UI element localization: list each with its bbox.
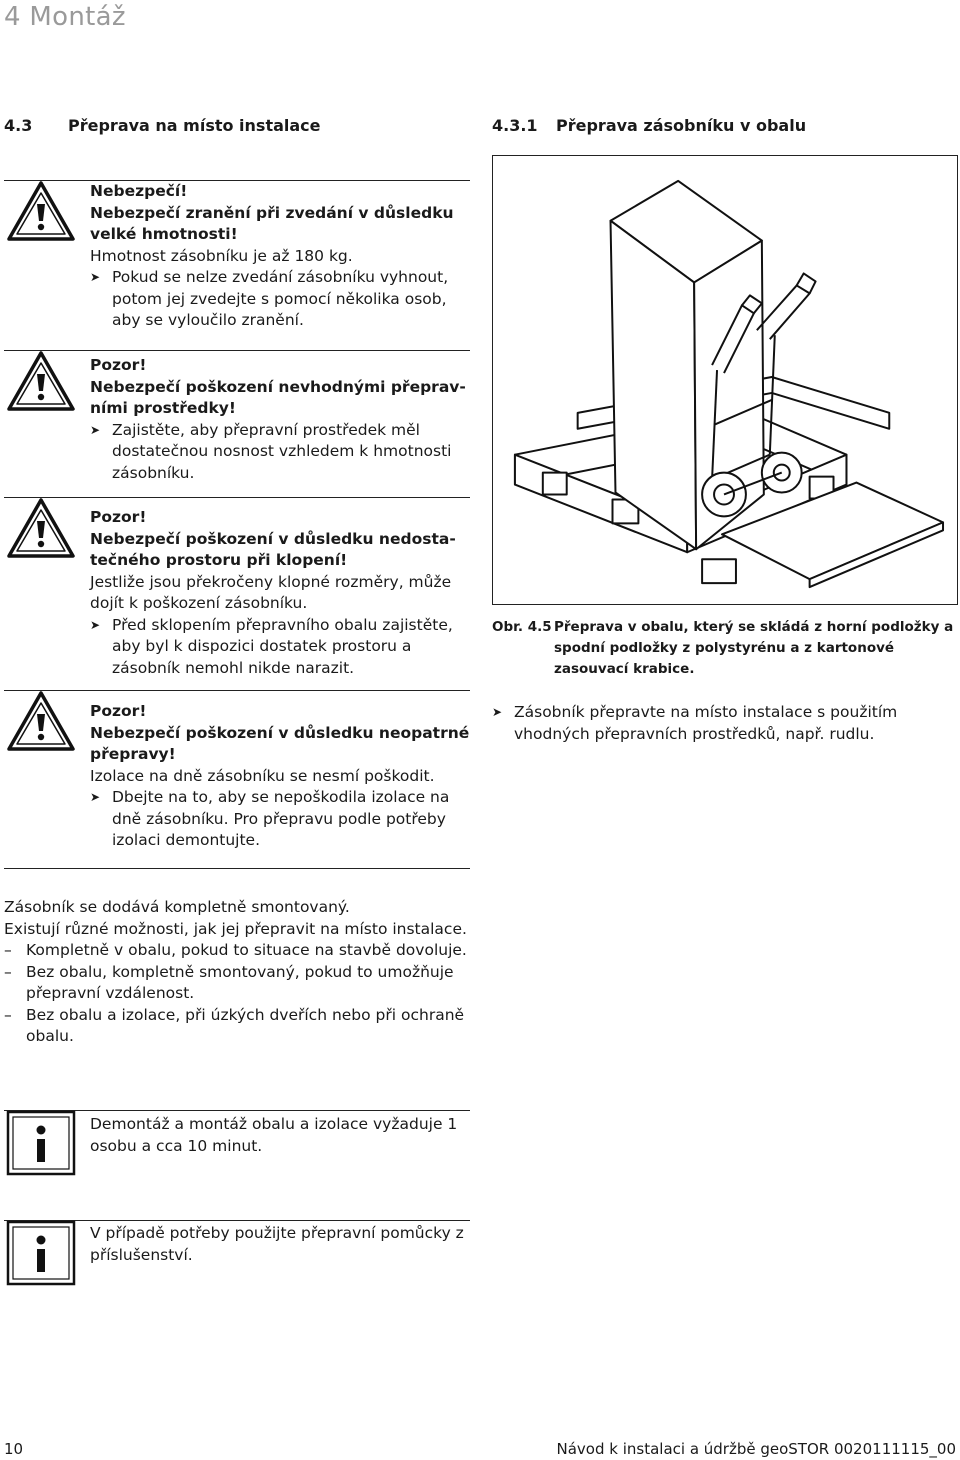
- divider: [4, 868, 470, 869]
- list-item: – Bez obalu, kompletně smontovaný, pokud to umožňuje přepravní vzdálenost.: [4, 962, 454, 1002]
- caution-note-tilting: Pozor! Nebezpečí poškození v důsledku nedostatečného prostoru při klopení! Jestliže jsou překročeny klopné rozměry, může dojít k poškození zásobníku. ➤ Před sklopením přepravního obalu zajistěte, aby byl k dispozici dostatek prostoru a zásobník nemohl nikde narazit.: [90, 507, 470, 679]
- arrow-icon: ➤: [90, 422, 101, 437]
- caution-note-careless-transport: Pozor! Nebezpečí poškození v důsledku neopatrné přepravy! Izolace na dně zásobníku se nesmí poškodit. ➤ Dbejte na to, aby se nepoškodila izolace na dně zásobníku. Pro přepravu podle potřeby izolaci demontujte.: [90, 701, 470, 852]
- list-item: – Kompletně v obalu, pokud to situace na stavbě dovoluje.: [4, 941, 467, 959]
- arrow-icon: ➤: [90, 790, 101, 804]
- hand-truck-transport-illustration: [492, 155, 958, 605]
- figure-caption: Obr. 4.5 Přeprava v obalu, který se skládá z horní podložky a spodní podložky z polystyrénu a z kartonové zasouvací krabice.: [492, 619, 954, 677]
- info-icon: [6, 1110, 76, 1176]
- warning-triangle-icon: [6, 690, 76, 752]
- warning-triangle-icon: [6, 497, 76, 559]
- section-heading-4-3: 4.3 Přeprava na místo instalace: [4, 116, 321, 135]
- info-icon: [6, 1220, 76, 1286]
- list-item: – Bez obalu a izolace, při úzkých dveřích nebo při ochraně obalu.: [4, 1005, 465, 1045]
- arrow-icon: ➤: [90, 270, 101, 284]
- page-number: 10: [4, 1440, 24, 1458]
- section-heading-4-3-1: 4.3.1 Přeprava zásobníku v obalu: [492, 116, 807, 135]
- page-chapter-title: 4 Montáž: [4, 2, 126, 32]
- bullet-item: ➤ Zásobník přepravte na místo instalace s použitím vhodných přepravních prostředků, např. rudlu.: [492, 703, 898, 743]
- bullet-item: ➤ Před sklopením přepravního obalu zajistěte, aby byl k dispozici dostatek prostoru a zásobník nemohl nikde narazit.: [90, 615, 453, 677]
- arrow-icon: ➤: [492, 705, 503, 719]
- body-paragraph: Zásobník se dodává kompletně smontovaný. Existují různé možnosti, jak jej přepravit na místo instalace. – Kompletně v obalu, pokud to situace na stavbě dovoluje. – Bez obalu, kompletně smontovaný, pokud to umožňuje přepravní vzdálenost. – Bez obalu a izolace, při úzkých dveřích nebo při ochraně obalu.: [4, 897, 474, 1048]
- arrow-icon: ➤: [90, 617, 101, 632]
- document-title-footer: Návod k instalaci a údržbě geoSTOR 0020111115_00: [556, 1440, 956, 1458]
- warning-triangle-icon: [6, 350, 76, 412]
- danger-note-weight: Nebezpečí! Nebezpečí zranění při zvedání v důsledku velké hmotnosti! Hmotnost zásobníku je až 180 kg. ➤ Pokud se nelze zvedání zásobníku vyhnout, potom jej zvedejte s pomocí několika osob, aby se vyloučilo zranění.: [90, 181, 470, 332]
- bullet-item: ➤ Zajistěte, aby přepravní prostředek měl dostatečnou nosnost vzhledem k hmotnosti zásobníku.: [90, 420, 452, 482]
- info-note-accessories: V případě potřeby použijte přepravní pomůcky z příslušenství.: [90, 1224, 464, 1264]
- warning-triangle-icon: [6, 180, 76, 242]
- info-note-disassembly: Demontáž a montáž obalu a izolace vyžaduje 1 osobu a cca 10 minut.: [90, 1115, 458, 1155]
- caution-note-transport-means: Pozor! Nebezpečí poškození nevhodnými přepravními prostředky! ➤ Zajistěte, aby přepravní prostředek měl dostatečnou nosnost vzhledem k hmotnosti zásobníku.: [90, 355, 470, 484]
- bullet-item: ➤ Pokud se nelze zvedání zásobníku vyhnout, potom jej zvedejte s pomocí několika osob, aby se vyloučilo zranění.: [90, 268, 449, 329]
- bullet-item: ➤ Dbejte na to, aby se nepoškodila izolace na dně zásobníku. Pro přepravu podle potřeby izolaci demontujte.: [90, 788, 450, 849]
